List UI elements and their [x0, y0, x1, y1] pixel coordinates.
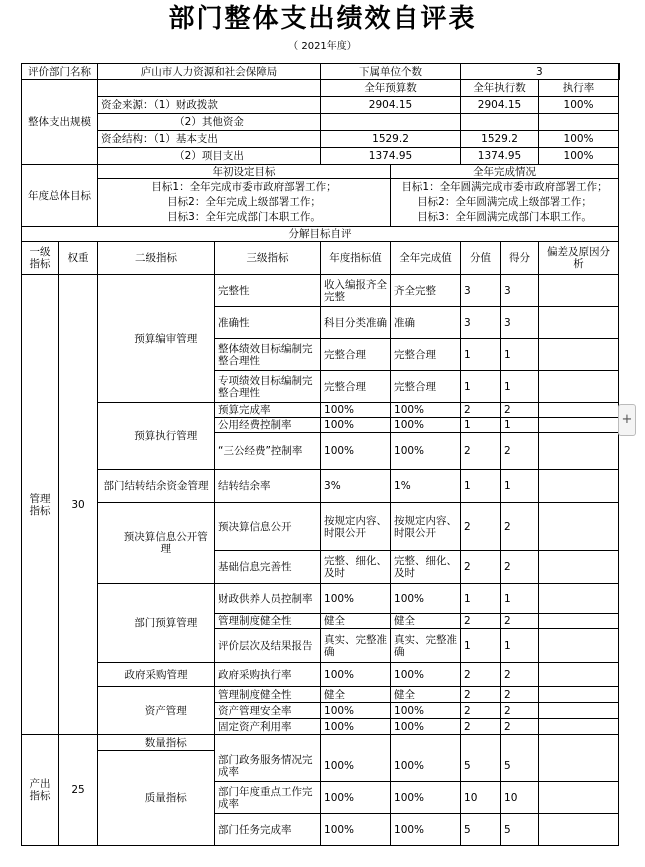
expand-tab-button[interactable]	[618, 404, 636, 436]
level3-cell: 完整性	[215, 275, 321, 307]
reason-cell	[539, 814, 619, 846]
got-cell: 5	[501, 751, 539, 782]
got-cell: 1	[501, 629, 539, 663]
dept-name-label: 评价部门名称	[22, 64, 98, 80]
actual-cell: 100%	[391, 403, 461, 418]
target-cell: 100%	[321, 751, 391, 782]
header-weight: 权重	[59, 242, 98, 275]
level1-management: 管理指标	[22, 275, 59, 735]
score-cell: 2	[461, 663, 501, 687]
scale-row-exec: 1374.95	[461, 148, 539, 165]
level3-cell: 结转结余率	[215, 470, 321, 503]
actual-cell: 100%	[391, 782, 461, 814]
score-cell: 5	[461, 814, 501, 846]
actual-cell: 健全	[391, 687, 461, 703]
actual-goal-item: 目标1：全年圆满完成市委市政府部署工作；	[401, 181, 608, 193]
level2-quality: 质量指标	[118, 751, 215, 846]
target-cell: 100%	[321, 433, 391, 470]
score-cell: 2	[461, 687, 501, 703]
score-cell: 1	[461, 371, 501, 403]
got-cell: 1	[501, 418, 539, 433]
level2-spacer	[98, 403, 118, 470]
actual-cell: 完整、细化、及时	[391, 551, 461, 584]
got-cell: 2	[501, 503, 539, 551]
level3-cell: 预算完成率	[215, 403, 321, 418]
planned-goal-item: 目标2：全年完成上级部署工作；	[167, 196, 321, 208]
level3-cell: 财政供养人员控制率	[215, 584, 321, 614]
actual-cell: 完整合理	[391, 371, 461, 403]
planned-goals-header: 年初设定目标	[98, 165, 391, 179]
score-cell: 2	[461, 719, 501, 735]
scale-row-exec: 1529.2	[461, 131, 539, 148]
actual-cell: 健全	[391, 614, 461, 629]
got-cell: 2	[501, 703, 539, 719]
level3-cell	[215, 735, 321, 751]
score-cell: 1	[461, 584, 501, 614]
target-cell: 100%	[321, 719, 391, 735]
reason-cell	[539, 629, 619, 663]
score-cell: 2	[461, 614, 501, 629]
got-cell	[501, 735, 539, 751]
target-cell: 100%	[321, 703, 391, 719]
goals-label: 年度总体目标	[22, 165, 98, 227]
reason-cell	[539, 687, 619, 703]
target-cell: 3%	[321, 470, 391, 503]
actual-cell: 100%	[391, 663, 461, 687]
got-cell: 2	[501, 663, 539, 687]
score-cell: 2	[461, 503, 501, 551]
reason-cell	[539, 584, 619, 614]
level3-cell: 公用经费控制率	[215, 418, 321, 433]
level3-cell: 管理制度健全性	[215, 614, 321, 629]
page-title: 部门整体支出绩效自评表	[168, 4, 477, 34]
level3-cell: 管理制度健全性	[215, 687, 321, 703]
got-cell: 3	[501, 275, 539, 307]
target-cell: 真实、完整准确	[321, 629, 391, 663]
reason-cell	[539, 371, 619, 403]
scale-row-rate	[539, 114, 619, 131]
got-cell: 1	[501, 584, 539, 614]
level2-assets: 资产管理	[118, 687, 215, 735]
actual-goals-header: 全年完成情况	[391, 165, 619, 179]
score-cell: 2	[461, 433, 501, 470]
level3-cell: 基础信息完善性	[215, 551, 321, 584]
target-cell: 完整合理	[321, 371, 391, 403]
reason-cell	[539, 418, 619, 433]
level3-cell: 政府采购执行率	[215, 663, 321, 687]
level2-spacer	[98, 751, 118, 846]
scale-row-label: 资金结构：（1）基本支出	[98, 131, 321, 148]
score-cell: 3	[461, 307, 501, 339]
actual-cell: 100%	[391, 418, 461, 433]
level2-quantity: 数量指标	[118, 735, 215, 751]
target-cell: 100%	[321, 418, 391, 433]
reason-cell	[539, 339, 619, 371]
reason-cell	[539, 275, 619, 307]
score-cell	[461, 735, 501, 751]
got-cell: 2	[501, 551, 539, 584]
scale-label: 整体支出规模	[22, 80, 98, 165]
breakdown-title: 分解目标自评	[22, 227, 619, 242]
reason-cell	[539, 703, 619, 719]
target-cell: 100%	[321, 584, 391, 614]
actual-cell: 1%	[391, 470, 461, 503]
actual-goal-item: 目标3：全年圆满完成部门本职工作。	[417, 211, 592, 223]
scale-row-rate: 100%	[539, 97, 619, 114]
scale-row-label: 资金来源：（1）财政拨款	[98, 97, 321, 114]
target-cell: 科目分类准确	[321, 307, 391, 339]
got-cell: 5	[501, 814, 539, 846]
level2-spacer	[98, 584, 118, 663]
planned-goals	[98, 179, 391, 227]
reason-cell	[539, 751, 619, 782]
reason-cell	[539, 614, 619, 629]
header-level1: 一级指标	[22, 242, 59, 275]
score-cell: 2	[461, 551, 501, 584]
actual-goal-item: 目标2：全年圆满完成上级部署工作；	[417, 196, 592, 208]
reason-cell	[539, 307, 619, 339]
got-cell: 2	[501, 433, 539, 470]
actual-cell: 真实、完整准确	[391, 629, 461, 663]
reason-cell	[539, 663, 619, 687]
target-cell: 100%	[321, 814, 391, 846]
level2-procurement: 政府采购管理	[98, 663, 215, 687]
plus-icon: +	[621, 412, 633, 427]
header-reason: 偏差及原因分析	[539, 242, 619, 275]
got-cell: 2	[501, 719, 539, 735]
actual-cell: 100%	[391, 814, 461, 846]
scale-row-exec: 2904.15	[461, 97, 539, 114]
score-cell: 10	[461, 782, 501, 814]
reason-cell	[539, 433, 619, 470]
target-cell: 完整、细化、及时	[321, 551, 391, 584]
reason-cell	[539, 470, 619, 503]
actual-cell: 100%	[391, 433, 461, 470]
scale-row-exec	[461, 114, 539, 131]
level3-cell: 准确性	[215, 307, 321, 339]
header-level2: 二级指标	[98, 242, 215, 275]
level3-cell: 评价层次及结果报告	[215, 629, 321, 663]
actual-cell: 100%	[391, 584, 461, 614]
header-actual: 全年完成值	[391, 242, 461, 275]
reason-cell	[539, 551, 619, 584]
report-year: （ 2021年度）	[288, 41, 357, 52]
got-cell: 1	[501, 339, 539, 371]
scale-row-label: （2）其他资金	[98, 114, 321, 131]
scale-row-budget	[321, 114, 461, 131]
score-cell: 1	[461, 418, 501, 433]
actual-cell: 按规定内容、时限公开	[391, 503, 461, 551]
target-cell	[321, 735, 391, 751]
weight-management: 30	[59, 275, 98, 735]
planned-goal-item: 目标1：全年完成市委市政府部署工作；	[151, 181, 337, 193]
got-cell: 2	[501, 403, 539, 418]
reason-cell	[539, 503, 619, 551]
sub-units-label: 下属单位个数	[321, 64, 461, 80]
score-cell: 1	[461, 470, 501, 503]
header-level3: 三级指标	[215, 242, 321, 275]
planned-goal-item: 目标3：全年完成部门本职工作。	[167, 211, 321, 223]
scale-row-budget: 1529.2	[321, 131, 461, 148]
reason-cell	[539, 782, 619, 814]
actual-cell: 100%	[391, 703, 461, 719]
score-cell: 1	[461, 339, 501, 371]
scale-row-budget: 1374.95	[321, 148, 461, 165]
level3-cell: 部门年度重点工作完成率	[215, 782, 321, 814]
header-score: 分值	[461, 242, 501, 275]
level1-output: 产出指标	[22, 735, 59, 846]
actual-cell: 齐全完整	[391, 275, 461, 307]
reason-cell	[539, 735, 619, 751]
level3-cell: 资产管理安全率	[215, 703, 321, 719]
dept-name-value: 庐山市人力资源和社会保障局	[98, 64, 321, 80]
scale-row-label: （2）项目支出	[98, 148, 321, 165]
level3-cell: 部门任务完成率	[215, 814, 321, 846]
level2-spacer	[98, 503, 118, 584]
got-cell: 1	[501, 371, 539, 403]
header-got: 得分	[501, 242, 539, 275]
target-cell: 健全	[321, 687, 391, 703]
scale-row-rate: 100%	[539, 131, 619, 148]
weight-output: 25	[59, 735, 98, 846]
reason-cell	[539, 403, 619, 418]
level3-cell: “三公经费”控制率	[215, 433, 321, 470]
score-cell: 2	[461, 403, 501, 418]
level2-spacer	[98, 687, 118, 735]
col-rate-header: 执行率	[539, 80, 619, 97]
level2-budget-prep: 预算编审管理	[118, 275, 215, 403]
actual-goals	[391, 179, 619, 227]
level2-carryover: 部门结转结余资金管理	[98, 470, 215, 503]
level2-disclosure: 预决算信息公开管理	[118, 503, 215, 584]
target-cell: 收入编报齐全完整	[321, 275, 391, 307]
level2-spacer	[98, 275, 118, 403]
target-cell: 100%	[321, 663, 391, 687]
level3-cell: 固定资产利用率	[215, 719, 321, 735]
header-target: 年度指标值	[321, 242, 391, 275]
level2-budget-exec: 预算执行管理	[118, 403, 215, 470]
level2-spacer	[98, 735, 118, 751]
scale-row-rate: 100%	[539, 148, 619, 165]
scale-row-budget: 2904.15	[321, 97, 461, 114]
actual-cell: 100%	[391, 751, 461, 782]
score-cell: 2	[461, 703, 501, 719]
level3-cell: 专项绩效目标编制完整合理性	[215, 371, 321, 403]
actual-cell: 完整合理	[391, 339, 461, 371]
target-cell: 按规定内容、时限公开	[321, 503, 391, 551]
got-cell: 10	[501, 782, 539, 814]
actual-cell	[391, 735, 461, 751]
level3-cell: 整体绩效目标编制完整合理性	[215, 339, 321, 371]
target-cell: 100%	[321, 782, 391, 814]
target-cell: 完整合理	[321, 339, 391, 371]
actual-cell: 准确	[391, 307, 461, 339]
got-cell: 3	[501, 307, 539, 339]
col-budget-header: 全年预算数	[321, 80, 461, 97]
got-cell: 2	[501, 614, 539, 629]
evaluation-table	[21, 63, 620, 846]
score-cell: 1	[461, 629, 501, 663]
col-exec-header: 全年执行数	[461, 80, 539, 97]
actual-cell: 100%	[391, 719, 461, 735]
reason-cell	[539, 719, 619, 735]
score-cell: 5	[461, 751, 501, 782]
got-cell: 1	[501, 470, 539, 503]
level3-cell: 预决算信息公开	[215, 503, 321, 551]
level2-dept-budget: 部门预算管理	[118, 584, 215, 663]
scale-blank-header	[98, 80, 321, 97]
got-cell: 2	[501, 687, 539, 703]
target-cell: 健全	[321, 614, 391, 629]
target-cell: 100%	[321, 403, 391, 418]
score-cell: 3	[461, 275, 501, 307]
level3-cell: 部门政务服务情况完成率	[215, 751, 321, 782]
sub-units-value: 3	[461, 64, 619, 80]
